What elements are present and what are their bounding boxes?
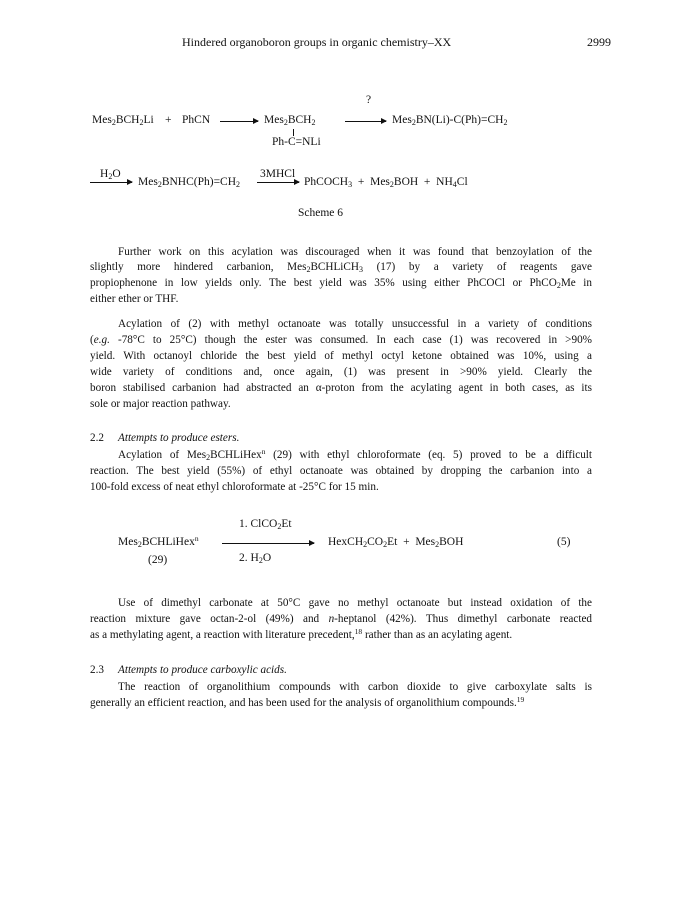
equation-number: (5) xyxy=(557,536,571,548)
text-line: yield. With octanoyl chloride the best yield of methyl octyl ketone obtained was 10%, using a xyxy=(90,350,592,362)
reagent-step-2: 2. $H_2O$ xyxy=(239,552,272,565)
plus-sign: + xyxy=(165,114,172,126)
text-line: (e.g. -78°C to 25°C) though the ester was consumed. In each case (1) was recovered in >90% xyxy=(90,334,592,346)
running-header-title: Hindered organoboron groups in organic chemistry–XX xyxy=(182,35,452,49)
text-line: either ether or THF. xyxy=(90,293,179,305)
page-number: 2999 xyxy=(587,35,611,49)
eq5-reactant: Mes$_2$BCHLiHex$^n$ xyxy=(118,534,199,549)
reaction-arrow-2 xyxy=(345,121,386,122)
final-products: PhCOCH$_3$ + $Mes_2BOH + NH_4Cl$ xyxy=(304,176,468,189)
text-line: 100-fold excess of neat ethyl chloroformate at -25°C for 15 min. xyxy=(90,481,379,493)
text-line: Acylation of Mes$_2$BCHLiHex$^n$ (29) with ethyl chloroformate (eq. 5) proved to be a difficult xyxy=(118,447,593,462)
text-line: The reaction of organolithium compounds with carbon dioxide to give carboxylate salts is xyxy=(118,681,592,693)
h2o-label: $H_2O$ xyxy=(100,168,121,181)
reagent-step-1: 1. ClCO$_2$Et xyxy=(239,518,292,531)
text-line: as a methylating agent, a reaction with literature precedent,$^{18}$ rather than as an acylating agent. xyxy=(90,627,513,641)
text-line: reaction. The best yield (55%) of ethyl octanoate was obtained by dropping the carbanion into a xyxy=(90,465,592,477)
eq5-products: $HexCH_2CO_2Et + Mes_2BOH$ xyxy=(328,536,464,549)
section-title: Attempts to produce carboxylic acids. xyxy=(118,664,287,676)
intermediate-bottom: Ph-C=NLi xyxy=(272,136,321,148)
scheme-caption: Scheme 6 xyxy=(298,207,344,219)
text-line: Acylation of (2) with methyl octanoate was totally unsuccessful in a variety of conditions xyxy=(118,318,592,330)
hcl-label: 3MHCl xyxy=(260,168,296,180)
text-line: Use of dimethyl carbonate at 50°C gave no methyl octanoate but instead oxidation of the xyxy=(118,597,592,609)
text-line: sole or major reaction pathway. xyxy=(90,398,231,410)
text-line: generally an efficient reaction, and has been used for the analysis of organolithium compounds.$^{19}$ xyxy=(90,695,525,709)
section-number: 2.3 xyxy=(90,664,104,676)
compound-number-29: (29) xyxy=(148,554,168,566)
text-line: Further work on this acylation was discouraged when it was found that benzoylation of the xyxy=(118,246,592,258)
text-line: slightly more hindered carbanion, Mes$_2$BCHLiCH$_3$ (17) by a variety of reagents gave xyxy=(90,261,592,274)
section-number: 2.2 xyxy=(90,432,104,444)
reactant-mes2bch2li: $Mes_2BCH_2Li$ xyxy=(92,114,154,127)
text-line: propiophenone in low yields only. The best yield was 35% using either PhCOCl or PhCO$_2$Me in xyxy=(90,277,592,290)
reaction-arrow-1 xyxy=(220,121,258,122)
reaction-arrow-4 xyxy=(257,182,299,183)
reaction-arrow-eq5 xyxy=(222,543,314,544)
text-line: boron stabilised carbanion had abstracted an α-proton from the acylating agent in both cases, as its xyxy=(90,382,592,394)
bond-line xyxy=(293,129,294,136)
section-title: Attempts to produce esters. xyxy=(118,432,240,444)
lithiated-product: $Mes_2BN(Li)-C(Ph)=CH_2$ xyxy=(392,114,508,127)
text-line: reaction mixture gave octan-2-ol (49%) and n-heptanol (42%). Thus dimethyl carbonate reacted xyxy=(90,613,593,625)
reactant-phcn: PhCN xyxy=(182,114,211,126)
text-line: wide variety of conditions and, once again, (1) was present in >90% yield. Clearly the xyxy=(90,366,592,378)
intermediate-top: $Mes_2BCH_2$ xyxy=(264,114,316,127)
question-mark: ? xyxy=(366,94,372,106)
enamine-product: $Mes_2BNHC(Ph)=CH_2$ xyxy=(138,176,241,189)
reaction-arrow-3 xyxy=(90,182,132,183)
